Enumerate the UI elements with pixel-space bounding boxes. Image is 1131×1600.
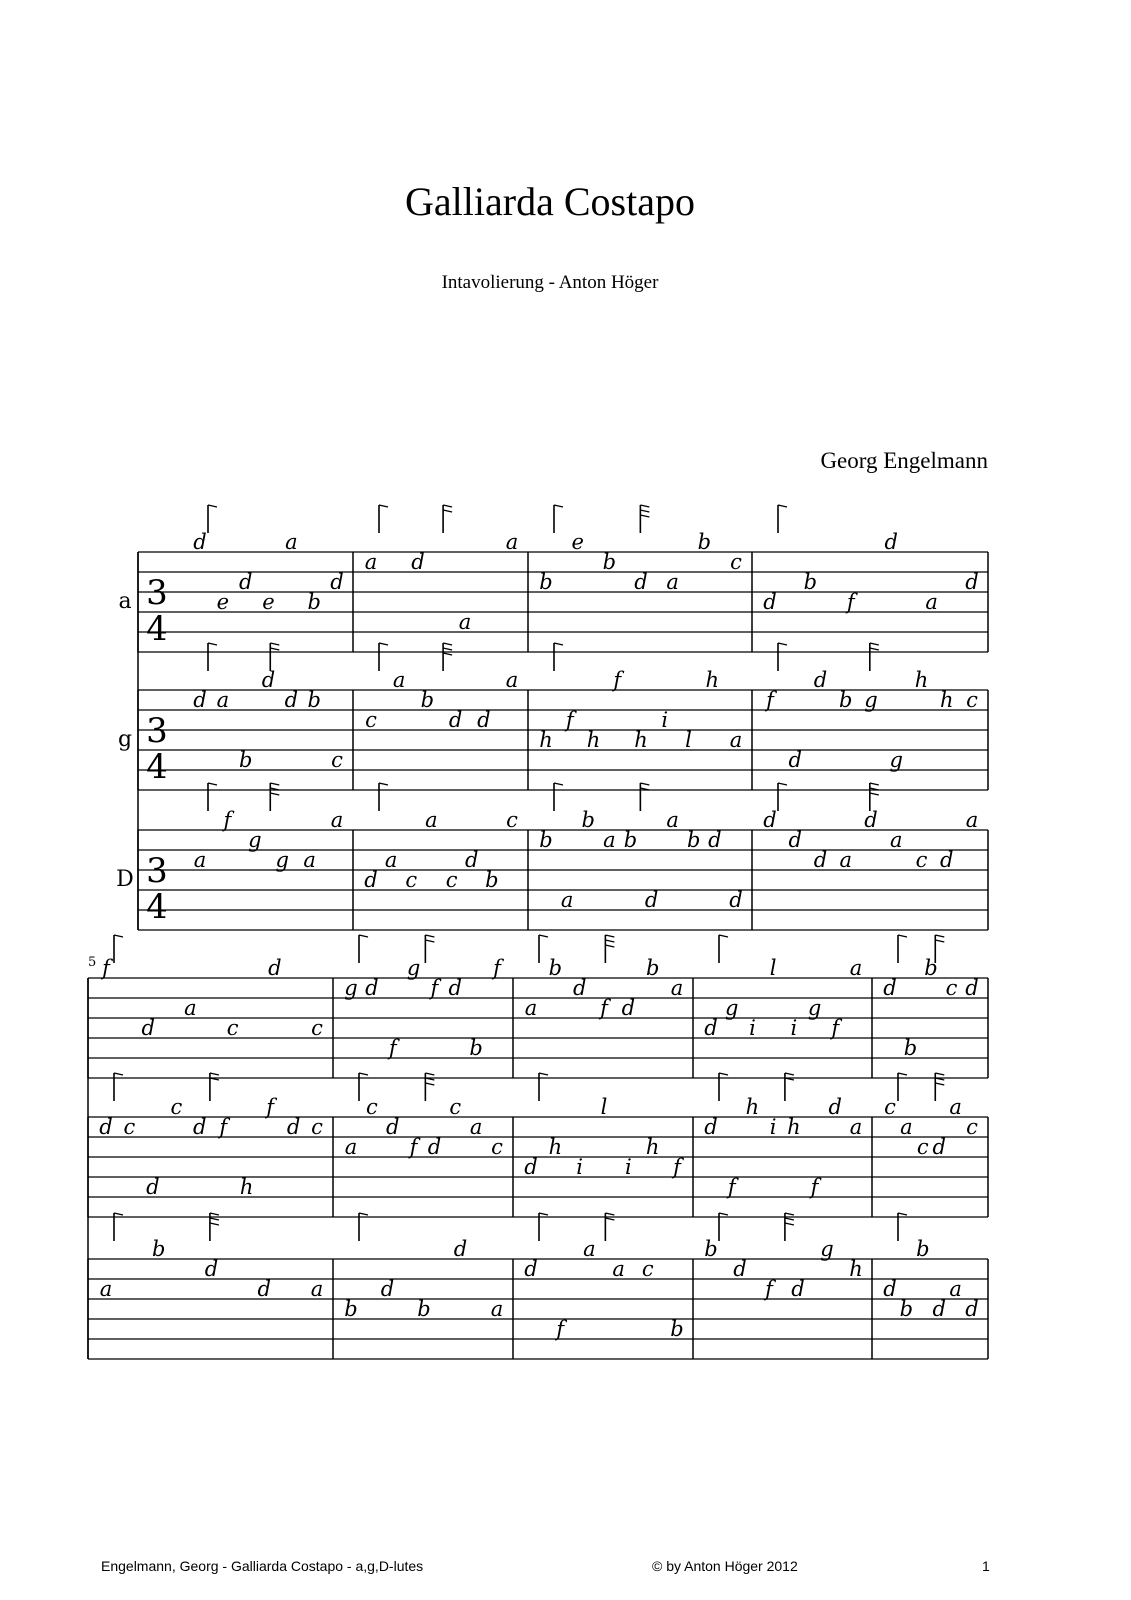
rhythm-flag xyxy=(605,1213,614,1215)
rhythm-flag xyxy=(539,1213,548,1215)
tab-letter: g xyxy=(864,688,878,712)
tab-letter: f xyxy=(102,956,110,980)
rhythm-flag xyxy=(379,643,388,645)
tab-letter: a xyxy=(193,848,207,872)
tab-letter: a xyxy=(849,956,863,980)
rhythm-flag xyxy=(443,643,452,645)
rhythm-flag xyxy=(425,1083,434,1085)
rhythm-flag xyxy=(443,510,452,512)
rhythm-flag xyxy=(778,783,787,785)
rhythm-flag xyxy=(785,1213,794,1215)
rhythm-flag xyxy=(640,515,649,517)
tab-letter: b xyxy=(420,688,435,712)
tab-letter: b xyxy=(839,688,853,712)
tab-letter: a xyxy=(285,530,298,554)
tab-letter: d xyxy=(621,996,636,1020)
tab-letter: f xyxy=(409,1135,418,1159)
tab-letter: f xyxy=(810,1175,819,1199)
tab-letter: b xyxy=(704,1237,718,1261)
tab-letter: d xyxy=(965,976,979,1000)
tab-letter: d xyxy=(932,1297,946,1321)
tab-letter: h xyxy=(548,1135,563,1159)
tab-letter: d xyxy=(813,848,828,872)
rhythm-flag xyxy=(554,505,563,507)
rhythm-flag xyxy=(359,935,368,937)
footer-copyright: © by Anton Höger 2012 xyxy=(652,1558,798,1574)
rhythm-flag xyxy=(210,1073,219,1075)
tab-letter: d xyxy=(791,1277,805,1301)
tab-letter: a xyxy=(666,570,679,594)
rhythm-flag xyxy=(208,505,217,507)
tab-letter: d xyxy=(763,590,777,614)
tab-letter: d xyxy=(788,828,802,852)
tab-letter: b xyxy=(539,828,553,852)
tab-letter: g xyxy=(275,848,289,872)
tab-letter: g xyxy=(889,748,903,772)
rhythm-flag xyxy=(898,1073,907,1075)
rhythm-flag xyxy=(425,935,434,937)
tab-letter: a xyxy=(666,808,679,832)
tab-letter: f xyxy=(388,1036,397,1060)
tab-letter: f xyxy=(493,956,501,980)
tab-letter: d xyxy=(385,1115,400,1139)
rhythm-flag xyxy=(935,935,944,937)
tab-letter: b xyxy=(417,1297,431,1321)
tab-letter: d xyxy=(634,570,648,594)
rhythm-flag xyxy=(425,940,434,942)
rhythm-flag xyxy=(554,643,563,645)
tab-letter: d xyxy=(572,976,587,1000)
tab-letter: l xyxy=(600,1095,608,1119)
tab-letter: f xyxy=(565,708,574,732)
page-title: Galliarda Costapo xyxy=(405,179,695,224)
time-signature-numerator: 3 xyxy=(146,711,168,751)
rhythm-flag xyxy=(443,648,452,650)
tab-letter: d xyxy=(883,976,897,1000)
tab-letter: c xyxy=(945,976,958,1000)
rhythm-flag xyxy=(935,1073,944,1075)
tab-letter: a xyxy=(583,1237,596,1261)
tab-letter: h xyxy=(939,688,954,712)
rhythm-flag xyxy=(554,783,563,785)
time-signature-denominator: 4 xyxy=(146,747,168,787)
tab-letter: b xyxy=(899,1297,914,1321)
tab-letter: h xyxy=(787,1115,801,1139)
rhythm-flag xyxy=(719,1073,728,1075)
tab-letter: i xyxy=(769,1115,777,1139)
tab-letter: f xyxy=(266,1095,275,1119)
tab-letter: a xyxy=(949,1277,962,1301)
tab-letter: h xyxy=(914,668,929,692)
tab-letter: e xyxy=(216,590,230,614)
tab-letter: b xyxy=(152,1237,166,1261)
rhythm-flag xyxy=(785,1218,794,1220)
tab-letter: d xyxy=(453,1237,468,1261)
tab-letter: g xyxy=(724,996,739,1020)
tab-letter: c xyxy=(966,688,978,712)
tab-letter: d xyxy=(940,848,954,872)
tab-letter: d xyxy=(965,570,979,594)
tab-letter: b xyxy=(581,808,595,832)
rhythm-flag xyxy=(208,783,217,785)
tab-letter: b xyxy=(803,570,818,594)
tab-letter: a xyxy=(949,1095,962,1119)
tab-letter: d xyxy=(708,828,722,852)
time-signature-denominator: 4 xyxy=(146,887,168,927)
tab-letter: d xyxy=(411,550,425,574)
rhythm-flag xyxy=(539,1073,548,1075)
rhythm-flag xyxy=(935,1083,944,1085)
tab-letter: c xyxy=(311,1016,323,1040)
tab-letter: f xyxy=(727,1175,736,1199)
tab-letter: l xyxy=(769,956,777,980)
tab-letter: e xyxy=(571,530,584,554)
tab-letter: c xyxy=(491,1135,503,1159)
composer-name: Georg Engelmann xyxy=(820,448,988,473)
rhythm-flag xyxy=(785,1073,794,1075)
tab-letter: f xyxy=(219,1115,228,1139)
rhythm-flag xyxy=(359,1073,368,1075)
tab-letter: c xyxy=(966,1115,978,1139)
rhythm-flag xyxy=(539,935,548,937)
tab-letter: c xyxy=(884,1095,896,1119)
tab-letter: i xyxy=(790,1016,798,1040)
rhythm-flag xyxy=(425,1073,434,1075)
tab-letter: d xyxy=(884,530,898,554)
tab-letter: a xyxy=(505,668,519,692)
tab-letter: d xyxy=(238,570,253,594)
rhythm-flag xyxy=(443,653,452,655)
tab-letter: i xyxy=(661,708,669,732)
tab-letter: b xyxy=(916,1237,930,1261)
tab-letter: i xyxy=(749,1016,756,1040)
rhythm-flag xyxy=(640,783,649,785)
tab-letter: a xyxy=(330,808,344,832)
rhythm-flag xyxy=(270,643,279,645)
rhythm-flag xyxy=(270,793,279,795)
tab-letter: d xyxy=(788,748,802,772)
tab-letter: d xyxy=(146,1175,160,1199)
rhythm-flag xyxy=(898,1213,907,1215)
tab-letter: c xyxy=(365,708,377,732)
tab-letter: a xyxy=(490,1297,504,1321)
rhythm-flag xyxy=(379,783,388,785)
footer-source-info: Engelmann, Georg - Galliarda Costapo - a,g,D-lutes xyxy=(101,1558,424,1574)
rhythm-flag xyxy=(359,1213,368,1215)
tab-letter: d xyxy=(193,1115,207,1139)
tab-letter: a xyxy=(384,848,398,872)
rhythm-flag xyxy=(270,783,279,785)
tab-letter: a xyxy=(184,996,197,1020)
tab-letter: d xyxy=(864,808,878,832)
tab-letter: a xyxy=(392,668,406,692)
tab-letter: d xyxy=(965,1297,979,1321)
tab-letter: d xyxy=(286,1115,301,1139)
tab-letter: h xyxy=(539,728,553,752)
part-label: D xyxy=(116,867,134,892)
tab-letter: h xyxy=(705,668,720,692)
tab-letter: g xyxy=(248,828,262,852)
tab-letter: b xyxy=(687,828,701,852)
tab-letter: c xyxy=(331,748,343,772)
rhythm-flag xyxy=(640,505,649,507)
tab-letter: f xyxy=(673,1155,681,1179)
rhythm-flag xyxy=(605,945,614,947)
tab-letter: a xyxy=(505,530,519,554)
tab-letter: a xyxy=(469,1115,483,1139)
part-label: g xyxy=(117,727,133,752)
tab-letter: f xyxy=(600,996,608,1020)
tab-letter: i xyxy=(624,1155,632,1179)
rhythm-flag xyxy=(898,935,907,937)
tab-letter: b xyxy=(539,570,553,594)
tab-letter: c xyxy=(405,868,418,892)
page-number: 1 xyxy=(982,1558,990,1574)
tab-letter: a xyxy=(670,976,684,1000)
rhythm-flag xyxy=(114,1213,123,1215)
tab-letter: h xyxy=(634,728,648,752)
rhythm-flag xyxy=(870,643,879,645)
tab-letter: g xyxy=(406,956,421,980)
tab-letter: d xyxy=(883,1277,897,1301)
rhythm-flag xyxy=(379,505,388,507)
tab-letter: c xyxy=(915,848,928,872)
rhythm-flag xyxy=(605,935,614,937)
time-signature-numerator: 3 xyxy=(146,851,168,891)
tab-letter: e xyxy=(262,590,275,614)
rhythm-flag xyxy=(114,1073,123,1075)
tab-letter: f xyxy=(613,668,622,692)
tab-letter: c xyxy=(445,868,458,892)
tab-letter: b xyxy=(238,748,253,772)
rhythm-flag xyxy=(778,505,787,507)
tab-letter: d xyxy=(141,1016,155,1040)
rhythm-flag xyxy=(785,1223,794,1225)
tab-letter: d xyxy=(193,530,207,554)
tab-letter: h xyxy=(849,1257,863,1281)
tab-letter: d xyxy=(204,1257,219,1281)
tab-letter: a xyxy=(729,728,743,752)
tab-letter: d xyxy=(763,808,777,832)
tab-letter: c xyxy=(449,1095,462,1119)
tab-letter: d xyxy=(733,1257,747,1281)
tab-letter: d xyxy=(261,668,276,692)
tab-letter: d xyxy=(268,956,282,980)
rhythm-flag xyxy=(605,1218,614,1220)
tab-letter: g xyxy=(344,976,358,1000)
tab-letter: g xyxy=(820,1237,834,1261)
tab-letter: d xyxy=(813,668,828,692)
tab-letter: a xyxy=(524,996,538,1020)
tab-letter: a xyxy=(889,828,903,852)
tab-letter: g xyxy=(807,996,822,1020)
tab-letter: b xyxy=(645,956,660,980)
tab-letter: b xyxy=(903,1036,918,1060)
tab-letter: c xyxy=(123,1115,136,1139)
tab-letter: d xyxy=(427,1135,442,1159)
tab-letter: f xyxy=(765,1277,773,1301)
rhythm-flag xyxy=(210,1223,219,1225)
tab-letter: c xyxy=(916,1135,929,1159)
tab-letter: d xyxy=(99,1115,113,1139)
tab-letter: h xyxy=(586,728,601,752)
tab-letter: c xyxy=(170,1095,183,1119)
tab-letter: h xyxy=(239,1175,254,1199)
tab-letter: b xyxy=(485,868,499,892)
tab-letter: d xyxy=(932,1135,946,1159)
tab-letter: a xyxy=(965,808,979,832)
tab-letter: d xyxy=(704,1016,718,1040)
tab-letter: b xyxy=(307,688,321,712)
rhythm-flag xyxy=(210,1218,219,1220)
tab-letter: h xyxy=(745,1095,760,1119)
rhythm-flag xyxy=(605,940,614,942)
tab-letter: c xyxy=(311,1115,323,1139)
tab-letter: a xyxy=(310,1277,324,1301)
tab-letter: f xyxy=(556,1317,565,1341)
tab-letter: b xyxy=(548,956,563,980)
rhythm-flag xyxy=(114,935,123,937)
tab-letter: a xyxy=(344,1135,358,1159)
tab-letter: c xyxy=(641,1257,654,1281)
tab-letter: d xyxy=(448,976,463,1000)
rhythm-flag xyxy=(719,935,728,937)
tab-letter: a xyxy=(303,848,316,872)
tab-letter: c xyxy=(506,808,518,832)
tab-letter: a xyxy=(603,828,616,852)
tab-letter: a xyxy=(425,808,438,832)
tab-letter: a xyxy=(216,688,230,712)
tab-letter: a xyxy=(612,1257,625,1281)
tab-letter: b xyxy=(924,956,938,980)
tab-letter: a xyxy=(925,590,938,614)
tab-letter: d xyxy=(193,688,207,712)
tab-letter: f xyxy=(831,1016,840,1040)
tab-letter: f xyxy=(430,976,439,1000)
tab-letter: f xyxy=(846,590,855,614)
tab-letter: b xyxy=(469,1036,483,1060)
tab-letter: f xyxy=(766,688,774,712)
tab-letter: d xyxy=(524,1257,538,1281)
tab-letter: d xyxy=(448,708,463,732)
tab-letter: a xyxy=(849,1115,863,1139)
tab-letter: d xyxy=(524,1155,538,1179)
tab-letter: d xyxy=(364,868,378,892)
tab-letter: d xyxy=(644,888,659,912)
tab-letter: b xyxy=(344,1297,358,1321)
tab-letter: d xyxy=(380,1277,395,1301)
tab-letter: a xyxy=(458,610,472,634)
tab-letter: d xyxy=(729,888,743,912)
rhythm-flag xyxy=(870,783,879,785)
time-signature-denominator: 4 xyxy=(146,609,168,649)
tab-letter: b xyxy=(697,530,712,554)
tab-letter: b xyxy=(307,590,321,614)
tab-letter: d xyxy=(365,976,379,1000)
tab-letter: a xyxy=(364,550,378,574)
tab-letter: d xyxy=(284,688,299,712)
tab-letter: b xyxy=(602,550,617,574)
rhythm-flag xyxy=(208,643,217,645)
tab-letter: l xyxy=(685,728,692,752)
tab-letter: b xyxy=(670,1317,684,1341)
part-label: a xyxy=(118,589,132,614)
tab-letter: d xyxy=(828,1095,843,1119)
tab-letter: c xyxy=(730,550,742,574)
rhythm-flag xyxy=(870,648,879,650)
tab-letter: i xyxy=(576,1155,584,1179)
rhythm-flag xyxy=(719,1213,728,1215)
measure-number: 5 xyxy=(88,955,97,970)
rhythm-flag xyxy=(210,1213,219,1215)
tab-letter: a xyxy=(99,1277,113,1301)
tab-letter: h xyxy=(645,1135,660,1159)
tab-letter: a xyxy=(900,1115,913,1139)
tab-letter: d xyxy=(477,708,491,732)
tab-letter: c xyxy=(226,1016,239,1040)
tab-letter: b xyxy=(623,828,638,852)
tab-letter: d xyxy=(704,1115,718,1139)
rhythm-flag xyxy=(270,648,279,650)
rhythm-flag xyxy=(778,643,787,645)
rhythm-flag xyxy=(640,510,649,512)
tab-letter: d xyxy=(330,570,344,594)
tab-letter: d xyxy=(257,1277,271,1301)
rhythm-flag xyxy=(870,793,879,795)
time-signature-numerator: 3 xyxy=(146,573,168,613)
tab-letter: a xyxy=(560,888,574,912)
rhythm-flag xyxy=(443,505,452,507)
arranger-credit: Intavolierung - Anton Höger xyxy=(441,272,659,293)
tab-letter: d xyxy=(464,848,479,872)
tab-letter: f xyxy=(223,808,232,832)
rhythm-flag xyxy=(935,940,944,942)
tab-letter: c xyxy=(365,1095,378,1119)
tab-letter: a xyxy=(839,848,853,872)
